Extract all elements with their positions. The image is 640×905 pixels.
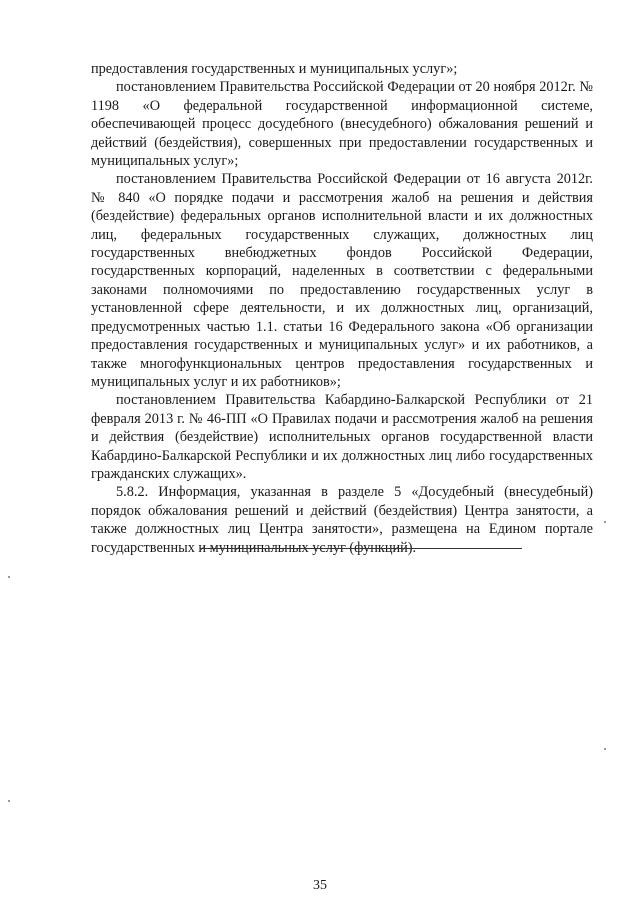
page-number: 35 [313, 878, 327, 893]
separator-line [200, 548, 522, 549]
scan-speck [604, 748, 606, 750]
scan-speck [604, 521, 606, 523]
scan-speck [8, 800, 10, 802]
paragraph-resolution-840: постановлением Правительства Российской Федерации от 16 августа 2012г. № 840 «О порядке подачи и рассмотрения жалоб на решения и действия (бездействие) федеральных органов исполнительной власти и их должностных лиц, федеральных государственных служащих, должностных лиц государственных внебюджетных фондов Российской Федерации, государственных корпораций, наделенных в соответствии с федеральными законами полномочиями по предоставлению государственных услуг в установленной сфере деятельности, и их должностных лиц, организаций, предусмотренных частью 1.1. статьи 16 Федерального закона «Об организации предоставления государственных и муниципальных услуг» и их работников, а также многофункциональных центров предоставления государственных и муниципальных услуг и их работников»; [91, 171, 593, 390]
scan-speck [8, 576, 10, 578]
paragraph-continuation: предоставления государственных и муниципальных услуг»; [91, 61, 458, 77]
body-text [91, 60, 593, 557]
paragraph-5-8-2: 5.8.2. Информация, указанная в разделе 5 «Досудебный (внесудебный) порядок обжалования решений и действий (бездействия) Центра занятости, а также должностных лиц Центра занятости», размещена на Едином портале государственных и муниципальных услуг (функций). [91, 484, 593, 556]
paragraph-resolution-46pp: постановлением Правительства Кабардино-Балкарской Республики от 21 февраля 2013 г. № 46-ПП «О Правилах подачи и рассмотрения жалоб на решения и действия (бездействие) исполнительных органов государственной власти Кабардино-Балкарской Республики и их должностных лиц либо государственных гражданских служащих». [91, 392, 593, 482]
paragraph-resolution-1198: постановлением Правительства Российской Федерации от 20 ноября 2012г. № 1198 «О федеральной государственной информационной системе, обеспечивающей процесс досудебного (внесудебного) обжалования решений и действий (бездействия), совершенных при предоставлении государственных и муниципальных услуг»; [91, 79, 593, 170]
